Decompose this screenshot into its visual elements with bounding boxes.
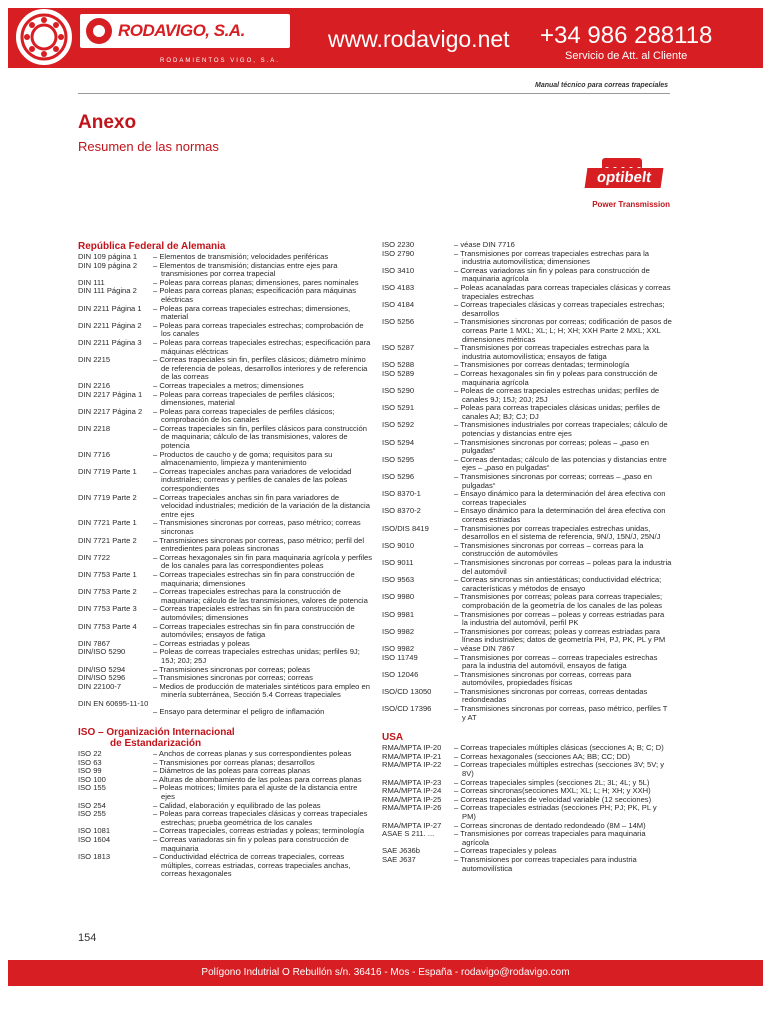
standard-code: RMA/MPTA IP-20 xyxy=(382,743,442,753)
standard-row xyxy=(78,305,373,322)
standard-row xyxy=(382,804,672,821)
standard-code: DIN 2211 Página 1 xyxy=(78,303,142,313)
standard-code: ISO 5296 xyxy=(382,472,415,482)
standard-row xyxy=(382,761,672,778)
standard-code: ISO 1081 xyxy=(78,826,111,836)
standard-code: DIN 2215 xyxy=(78,355,111,365)
standard-description: – Poleas para correas trapeciales estrechas; comprobación de los canales xyxy=(153,320,364,339)
standard-row xyxy=(382,559,672,576)
standard-code: DIN 2218 xyxy=(78,423,111,433)
standard-description: – Productos de caucho y de goma; requisitos para su almacenamiento, limpieza y mantenimiento xyxy=(153,449,333,468)
standard-code: ISO 63 xyxy=(78,757,102,767)
standard-row xyxy=(382,593,672,610)
standard-row xyxy=(78,683,373,700)
standard-description: – Transmisiones por correas trapeciales estrechas para la industria automovilística; ensayos de fatiga xyxy=(454,343,649,361)
standard-code: DIN 7867 xyxy=(78,638,111,648)
standard-code: ISO 100 xyxy=(78,774,106,784)
standard-code: RMA/MPTA IP-21 xyxy=(382,751,442,761)
standard-description: – Correas trapeciales estrechas sin fin para construcción de automóviles; ensayos de fatiga xyxy=(153,621,355,640)
standard-description: – Transmisiones sincronas por correas – correas para la construcción de automóviles xyxy=(454,540,644,559)
standard-row xyxy=(382,628,672,645)
standard-row xyxy=(78,322,373,339)
standard-description: – Transmisiones sincronas por correas; poleas xyxy=(153,664,311,674)
section-title: República Federal de Alemania xyxy=(78,241,226,252)
brand-name: RODAVIGO, S.A. xyxy=(118,21,245,40)
standard-description: – Transmisiones sincronas por correas, paso métrico, perfiles T y AT xyxy=(454,704,668,722)
standard-description: – Correas trapeciales estrechas sin fin para construcción de maquinaria; dimensiones xyxy=(153,569,355,588)
standard-description: – Poleas para correas trapeciales de perfiles clásicos; comprobación de los canales xyxy=(153,406,335,425)
standard-row xyxy=(78,605,373,622)
standard-row xyxy=(78,494,373,520)
standard-row xyxy=(78,262,373,279)
standard-description: – Transmisiones por correas trapeciales para industria automovilística xyxy=(454,854,637,873)
standard-description: – Correas hexagonales sin fin y poleas para construcción de maquinaria agrícola xyxy=(454,368,658,387)
standard-description: – Poleas de correas trapeciales estrechas unidas; perfiles 9J; 15J; 20J; 25J xyxy=(153,647,360,665)
standard-description: – Correas trapeciales estrechas para la construcción de maquinaria; cálculo de las transmisiones, valores de potencia xyxy=(153,587,368,605)
standard-code: DIN 7753 Parte 4 xyxy=(78,621,137,631)
standard-code: ISO/CD 13050 xyxy=(382,686,432,696)
standard-code: ISO 1813 xyxy=(78,852,111,862)
standard-code: ISO 4184 xyxy=(382,300,415,310)
standard-code: ISO 155 xyxy=(78,783,106,793)
standard-code: ISO 5294 xyxy=(382,437,415,447)
standard-code: ISO 4183 xyxy=(382,282,415,292)
optibelt-word: optibelt xyxy=(585,168,664,188)
standard-description: – Correas sincronas(secciones MXL; XL; L; H; XH; y XXH) xyxy=(454,786,651,796)
standard-description: – Poleas para correas planas; especificación para máquinas eléctricas xyxy=(153,286,357,304)
standard-code: ISO 3410 xyxy=(382,265,415,275)
standard-description: – Correas dentadas; cálculo de las potencias y distancias entre ejes – „paso en pulgadas“ xyxy=(454,454,667,473)
standard-description: – Transmisiones sincronas por correas, correas dentadas redondeadas xyxy=(454,686,648,705)
standard-code: ISO 5288 xyxy=(382,360,415,370)
standard-code: ISO 5291 xyxy=(382,403,415,413)
standard-description: – Transmisiones sincronas por correas; correas – „paso en pulgadas“ xyxy=(454,472,652,490)
standard-code: ISO 254 xyxy=(78,800,106,810)
standard-row xyxy=(382,370,672,387)
standard-description: – Correas trapeciales estrechas sin fin para construcción de automóviles; dimensiones xyxy=(153,604,355,622)
standard-code: ISO 2790 xyxy=(382,248,415,258)
standard-row xyxy=(78,339,373,356)
standard-description: – Poleas para correas trapeciales clásicas y correas trapeciales estrechas; prueba geométrica de los canales xyxy=(153,809,368,827)
standard-description: – Correas trapeciales sin fin, perfiles clásicos; diámetro mínimo de referencia de poleas, desarrollos interiores y de referencia de las correas xyxy=(153,355,368,382)
standard-description: – Transmisiones sincronas por correas; poleas – „paso en pulgadas“ xyxy=(454,437,650,456)
brand-subtitle: RODAMIENTOS VIGO, S.A. xyxy=(160,58,280,64)
standard-code: DIN 7716 xyxy=(78,449,111,459)
standard-description: – Poleas para correas planas; dimensiones, pares nominales xyxy=(153,277,359,287)
standard-code: ISO 1604 xyxy=(78,835,111,844)
standard-description: – Transmisiones por correas – poleas y correas estriadas para la industria del automóvil, perfil PK xyxy=(454,609,665,628)
page-title: Anexo xyxy=(78,112,137,133)
standard-description: – Transmisiones sincronas por correas; correas xyxy=(153,673,313,683)
standard-code: ISO 5292 xyxy=(382,420,415,430)
standard-code: RMA/MPTA IP-26 xyxy=(382,803,442,813)
standard-row xyxy=(382,654,672,671)
standard-code: DIN/ISO 5294 xyxy=(78,664,126,674)
section-title: ISO – Organización Internacional de Estandarización xyxy=(78,727,235,750)
standard-row xyxy=(382,473,672,490)
standard-code: ISO 5256 xyxy=(382,317,415,327)
standard-description: – Medios de producción de materiales sintéticos para empleo en minería subterránea, Sección 5.4 Correas trapeciales xyxy=(153,681,370,700)
standard-code: DIN EN 60695-11-10 xyxy=(78,698,149,708)
standard-description: – Poleas para correas trapeciales estrechas; dimensiones, material xyxy=(153,303,351,322)
standard-description: – Correas trapeciales clásicas y correas trapeciales estrechas; desarrollos xyxy=(454,300,665,318)
standard-description: – Transmisiones por correas trapeciales estrechas unidas, desarrollos en el sistema de referencia, 9N/J, 15N/J, 25N/J xyxy=(454,523,661,542)
standard-row xyxy=(382,439,672,456)
standard-row xyxy=(78,356,373,382)
website-link[interactable]: www.rodavigo.net xyxy=(328,26,510,52)
standard-code: DIN 7753 Parte 3 xyxy=(78,604,137,614)
standard-description: – Transmisiones por correas trapeciales estrechas para la industria automovilística; dimensiones xyxy=(454,248,649,267)
standard-description: – Poleas para correas trapeciales clásicas unidas; perfiles de canales AJ; BJ; CJ; DJ xyxy=(454,403,660,421)
manual-subheader: Manual técnico para correas trapeciales xyxy=(535,82,669,89)
standard-description: – Transmisiones industriales por correas trapeciales; cálculo de potencias y distancias entre ejes xyxy=(454,420,668,439)
standard-description: – véase DIN 7716 xyxy=(454,240,515,249)
standard-row xyxy=(382,542,672,559)
standard-description: – Correas estriadas y poleas xyxy=(153,638,250,648)
standard-code: ISO 9010 xyxy=(382,540,415,550)
standard-code: DIN 7722 xyxy=(78,552,111,562)
standard-code: DIN/ISO 5290 xyxy=(78,647,126,657)
standard-row xyxy=(382,404,672,421)
standard-code: DIN 111 xyxy=(78,277,105,287)
standard-row xyxy=(382,507,672,524)
standard-description: – Transmisiones sincronas por correas, correas para automóviles, propiedades físicas xyxy=(454,669,632,688)
standard-description: – Ensayo dinámico para la determinación del área efectiva con correas estriadas xyxy=(454,506,666,524)
standard-description: – Correas variadoras sin fin y poleas para construcción de maquinaria agrícola xyxy=(454,265,650,284)
standard-row xyxy=(78,287,373,304)
logo-bearing-icon xyxy=(16,9,72,65)
standard-code: ISO 9563 xyxy=(382,575,415,585)
standard-description: – Correas trapeciales sin fin, perfiles clásicos para construcción de maquinaria; cálculo de las transmisiones, valores de potencia xyxy=(153,423,367,451)
standard-code: DIN 22100-7 xyxy=(78,681,122,691)
standard-description: – Correas sincronas de dentado redondeado (8M – 14M) xyxy=(454,820,646,830)
standard-code: DIN 7719 Parte 2 xyxy=(78,492,137,502)
standard-row xyxy=(382,671,672,688)
standard-row xyxy=(382,830,672,847)
footer-address: Polígono Indutrial O Rebullón s/n. 36416 - Mos - España - rodavigo@rodavigo.com xyxy=(8,960,763,986)
standard-row xyxy=(382,301,672,318)
standard-description: – Correas hexagonales (secciones AA; BB; CC; DD) xyxy=(454,751,630,761)
page-number: 154 xyxy=(78,932,97,944)
standard-description: – Transmisiones sincronas por correas; codificación de pasos de correas Parte 1 MXL; XL; L; H; XH; XXH Parte 2 MXL; XXL dimensiones métricas xyxy=(454,317,672,344)
standard-code: DIN 7721 Parte 2 xyxy=(78,535,137,545)
standard-description: – Transmisiones por correas; poleas para correas trapeciales; comprobación de la geometría de los canales de las poleas xyxy=(454,592,663,610)
standard-description: – Poleas acanaladas para correas trapeciales clásicas y correas trapeciales estrechas xyxy=(454,282,671,301)
left-column xyxy=(78,241,373,879)
standard-code: ISO 9982 xyxy=(382,626,415,636)
standard-description: – Correas hexagonales sin fin para maquinaria agrícola y perfiles de los canales para las correspondientes poleas xyxy=(153,552,373,571)
standard-description: – Elementos de transmisión; velocidades periféricas xyxy=(153,252,329,261)
standard-row xyxy=(382,318,672,344)
standard-row xyxy=(382,490,672,507)
standard-code: RMA/MPTA IP-22 xyxy=(382,760,442,770)
standard-code: ISO 255 xyxy=(78,809,106,819)
standard-description: – Correas trapeciales de velocidad variable (12 secciones) xyxy=(454,794,652,804)
standard-description: – Transmisiones sincronas por correas, paso métrico; perfil del entredientes para poleas sincronas xyxy=(153,535,365,554)
standard-row xyxy=(78,554,373,571)
standard-code xyxy=(78,708,153,717)
standard-description: – Transmisiones sincronas por correas, paso métrico; correas sincronas xyxy=(153,518,361,536)
standard-row xyxy=(78,408,373,425)
standard-code: RMA/MPTA IP-25 xyxy=(382,794,442,804)
standard-row xyxy=(382,421,672,438)
standard-description: – Transmisiones por correas dentadas; terminología xyxy=(454,360,630,370)
standard-code: DIN 2216 xyxy=(78,380,111,390)
standard-description: – Transmisiones por correas; poleas y correas estriadas para líneas industriales; datos de geometría PH, PJ, PK, PL y PM xyxy=(454,626,666,645)
standard-code: DIN 2211 Página 3 xyxy=(78,337,142,347)
standard-code: DIN 7753 Parte 2 xyxy=(78,587,137,597)
standard-description: – Correas trapeciales simples (secciones 2L; 3L; 4L; y 5L) xyxy=(454,777,650,787)
standard-description: – Poleas para correas trapeciales de perfiles clásicos; dimensiones, material xyxy=(153,389,335,408)
standard-code: DIN 7719 Parte 1 xyxy=(78,466,137,476)
right-column xyxy=(382,241,672,873)
standard-description: – Elementos de transmisión; distancias entre ejes para transmisiones por correa trapecial xyxy=(153,260,338,279)
standard-row xyxy=(78,623,373,640)
standard-code: ISO 99 xyxy=(78,766,102,776)
standard-description: – Transmisiones por correas planas; desarrollos xyxy=(153,757,315,767)
brand-logo xyxy=(80,14,290,48)
standard-row xyxy=(78,571,373,588)
standard-row xyxy=(382,387,672,404)
standard-row xyxy=(78,519,373,536)
standard-description: – Transmisiones por correas – correas trapeciales estrechas para la industria del automóvil, ensayos de fatiga xyxy=(454,652,658,671)
standard-code: ISO 11749 xyxy=(382,652,418,662)
standard-description: – Poleas de correas trapeciales estrechas unidas; perfiles de canales 9J; 15J; 20J; 25J xyxy=(454,386,660,404)
standard-row xyxy=(78,425,373,451)
standard-code: ISO 9981 xyxy=(382,609,415,619)
standard-code: ISO/DIS 8419 xyxy=(382,523,429,533)
standard-code: SAE J636b xyxy=(382,846,420,856)
standard-row xyxy=(78,784,373,801)
standard-row xyxy=(382,250,672,267)
standard-code: ISO 2230 xyxy=(382,240,415,249)
standard-code: ISO 12046 xyxy=(382,669,419,679)
standard-description: – Calidad, elaboración y equilibrado de las poleas xyxy=(153,800,321,810)
standard-code: ISO 9011 xyxy=(382,557,414,567)
section-title: USA xyxy=(382,732,404,744)
standard-code: ISO 5290 xyxy=(382,386,415,396)
standard-description: – Transmisiones sincronas por correas – poleas para la industria del automóvil xyxy=(454,557,672,576)
standard-description: – Transmisiones por correas trapeciales para maquinaria agrícola xyxy=(454,829,646,847)
standard-code: ISO 5289 xyxy=(382,368,415,378)
standard-description: – Correas trapeciales anchas para variadores de velocidad industriales; correas y perfiles de canales de las poleas correspondientes xyxy=(153,466,352,494)
standard-description: – Poleas motrices; límites para el ajuste de la distancia entre ejes xyxy=(153,783,358,802)
standard-row xyxy=(382,525,672,542)
standard-row xyxy=(382,456,672,473)
standard-description: – Correas sincronas sin antiestáticas; conductividad eléctrica; características y métodos de ensayo xyxy=(454,575,662,593)
standard-code: RMA/MPTA IP-27 xyxy=(382,820,442,830)
divider xyxy=(78,93,670,94)
standard-code: ISO 9982 xyxy=(382,643,415,653)
standard-description: – Poleas para correas trapeciales estrechas; especificación para máquinas eléctricas xyxy=(153,337,371,356)
standard-code: DIN/ISO 5296 xyxy=(78,673,126,683)
standard-code: DIN 2211 Página 2 xyxy=(78,320,142,330)
standard-code: ISO 5295 xyxy=(382,454,415,464)
standard-code: ISO 5287 xyxy=(382,343,415,353)
standard-code: ISO 9980 xyxy=(382,592,415,602)
standard-description: – Correas trapeciales, correas estriadas y poleas; terminología xyxy=(153,826,365,836)
standard-description: – Alturas de abombamiento de las poleas para correas planas xyxy=(153,774,362,784)
standard-row xyxy=(78,708,373,717)
standard-row xyxy=(382,688,672,705)
standard-description: – Correas trapeciales anchas sin fin para variadores de velocidad industriales; medición de la variación de la distancia entre ejes xyxy=(153,492,370,519)
standard-row xyxy=(382,856,672,873)
standard-description: – Conductividad eléctrica de correas trapeciales, correas múltiples, correas estriadas, correas trapeciales anchas, correas hexagonales xyxy=(153,852,351,879)
standard-code: SAE J637 xyxy=(382,854,416,864)
standard-code: ISO 8370-1 xyxy=(382,489,421,499)
standard-row xyxy=(382,344,672,361)
optibelt-tagline: Power Transmission xyxy=(592,200,670,209)
standard-description: – Anchos de correas planas y sus correspondientes poleas xyxy=(153,749,352,759)
standard-code: RMA/MPTA IP-24 xyxy=(382,786,442,796)
phone-number[interactable]: +34 986 288118 xyxy=(540,22,713,49)
header-banner xyxy=(8,8,763,68)
standard-row xyxy=(78,648,373,665)
standard-code: ASAE S 211. ... xyxy=(382,829,435,839)
standard-row xyxy=(78,810,373,827)
standard-code: ISO 8370-2 xyxy=(382,506,421,516)
standard-row xyxy=(78,836,373,853)
standard-row xyxy=(382,267,672,284)
standard-description: – Ensayo para determinar el peligro de inflamación xyxy=(153,707,325,717)
standard-code: ISO/CD 17396 xyxy=(382,704,432,714)
standard-row xyxy=(382,705,672,722)
standard-row xyxy=(382,576,672,593)
standard-code: DIN 7721 Parte 1 xyxy=(78,518,137,528)
standard-code: DIN 2217 Página 1 xyxy=(78,389,143,399)
standard-row xyxy=(78,853,373,879)
standard-row xyxy=(382,611,672,628)
brand-dot-icon xyxy=(86,18,112,44)
standard-code: DIN 109 página 1 xyxy=(78,252,138,261)
standard-row xyxy=(78,537,373,554)
standard-code: DIN 111 Página 2 xyxy=(78,286,137,296)
standard-description: – Correas trapeciales múltiples estrechas (secciones 3V; 5V; y 8V) xyxy=(454,760,665,779)
standard-code: DIN 7753 Parte 1 xyxy=(78,569,137,579)
standard-description: – véase DIN 7867 xyxy=(454,643,515,653)
standard-code: ISO 22 xyxy=(78,749,102,759)
standard-description: – Correas trapeciales estriadas (secciones PH; PJ; PK, PL y PM) xyxy=(454,803,657,821)
standard-description: – Diámetros de las poleas para correas planas xyxy=(153,766,311,776)
standard-code: RMA/MPTA IP-23 xyxy=(382,777,442,787)
standard-row xyxy=(78,468,373,494)
page-subtitle: Resumen de las normas xyxy=(78,139,219,154)
standard-row xyxy=(78,588,373,605)
standard-code: DIN 109 página 2 xyxy=(78,260,138,270)
standard-description: – Correas variadoras sin fin y poleas para construcción de maquinaria xyxy=(153,835,349,853)
customer-service-label: Servicio de Att. al Cliente xyxy=(565,50,688,62)
standard-description: – Correas trapeciales y poleas xyxy=(454,846,557,856)
standard-row xyxy=(78,451,373,468)
optibelt-crown-icon xyxy=(602,158,642,168)
standard-row xyxy=(382,284,672,301)
standard-row xyxy=(78,391,373,408)
standard-code: DIN 2217 Página 2 xyxy=(78,406,143,416)
standard-description: – Ensayo dinámico para la determinación del área efectiva con correas trapeciales xyxy=(454,489,666,507)
standard-description: – Correas trapeciales a metros; dimensiones xyxy=(153,380,304,390)
standard-description: – Correas trapeciales múltiples clásicas (secciones A; B; C; D) xyxy=(454,743,664,753)
